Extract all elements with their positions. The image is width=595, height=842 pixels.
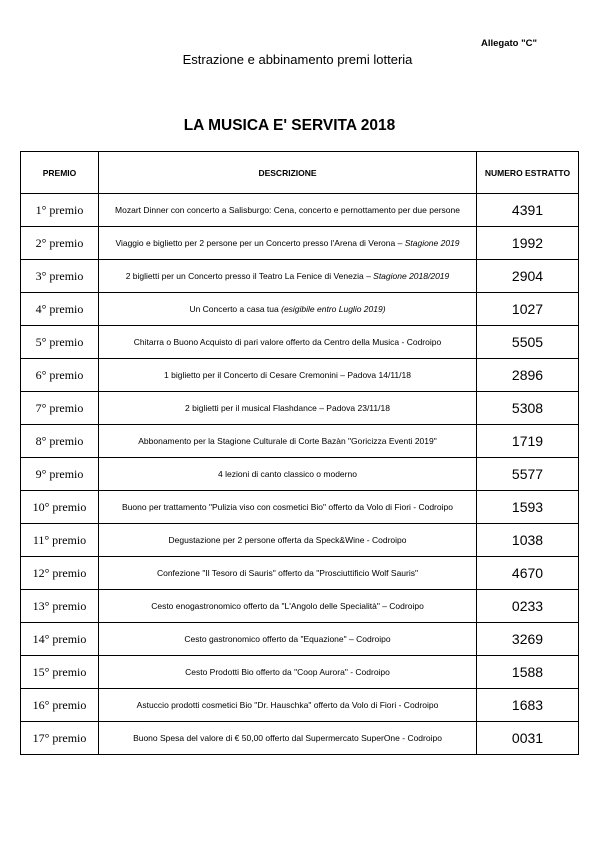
column-header-numero-estratto: NUMERO ESTRATTO <box>477 152 579 194</box>
drawn-number: 1038 <box>477 524 579 557</box>
drawn-number: 1683 <box>477 689 579 722</box>
prize-description-note: (esigibile entro Luglio 2019) <box>281 303 386 314</box>
prize-description-text: 2 biglietti per un Concerto presso il Teatro La Fenice di Venezia – <box>125 270 374 281</box>
drawn-number: 1992 <box>477 227 579 260</box>
prize-description-text: Chitarra o Buono Acquisto di pari valore offerto da Centro della Musica - Codroipo <box>133 336 442 347</box>
table-row <box>21 227 579 260</box>
table-row <box>21 557 579 590</box>
drawn-number: 3269 <box>477 623 579 656</box>
prize-description-text: Cesto gastronomico offerto da "Equazione" – Codroipo <box>184 633 391 644</box>
prize-rank: 16° premio <box>21 689 99 722</box>
prize-description <box>99 425 477 458</box>
prize-description <box>99 722 477 755</box>
prize-rank: 2° premio <box>21 227 99 260</box>
prize-description <box>99 656 477 689</box>
prize-rank: 7° premio <box>21 392 99 425</box>
prize-description <box>99 227 477 260</box>
drawn-number: 5308 <box>477 392 579 425</box>
table-row <box>21 458 579 491</box>
document-title: LA MUSICA E' SERVITA 2018 <box>183 117 396 134</box>
column-header-descrizione: DESCRIZIONE <box>99 152 477 194</box>
prize-description-note: Stagione 2018/2019 <box>373 270 450 281</box>
prize-description <box>99 326 477 359</box>
prize-description-text: Astuccio prodotti cosmetici Bio "Dr. Hauschka" offerto da Volo di Fiori - Codroipo <box>136 699 439 710</box>
prize-description <box>99 590 477 623</box>
table-header-row <box>21 152 579 194</box>
prize-rank: 10° premio <box>21 491 99 524</box>
prize-rank: 6° premio <box>21 359 99 392</box>
prize-description <box>99 260 477 293</box>
table-row <box>21 392 579 425</box>
prize-description-text: Cesto enogastronomico offerto da "L'Angolo delle Specialità" – Codroipo <box>151 600 424 611</box>
drawn-number: 2904 <box>477 260 579 293</box>
table-row <box>21 524 579 557</box>
table-row <box>21 326 579 359</box>
prize-rank: 14° premio <box>21 623 99 656</box>
prize-rank: 13° premio <box>21 590 99 623</box>
document-subtitle: Estrazione e abbinamento premi lotteria <box>182 52 413 67</box>
prize-rank: 5° premio <box>21 326 99 359</box>
drawn-number: 1593 <box>477 491 579 524</box>
drawn-number: 5505 <box>477 326 579 359</box>
prize-description <box>99 623 477 656</box>
drawn-number: 1588 <box>477 656 579 689</box>
table-row <box>21 260 579 293</box>
column-header-premio: PREMIO <box>21 152 99 194</box>
prize-description-text: 1 biglietto per il Concerto di Cesare Cremonini – Padova 14/11/18 <box>164 369 411 380</box>
prize-rank: 11° premio <box>21 524 99 557</box>
prize-rank: 17° premio <box>21 722 99 755</box>
prize-rank: 1° premio <box>21 194 99 227</box>
prize-description-text: Mozart Dinner con concerto a Salisburgo: Cena, concerto e pernottamento per due persone <box>115 204 460 215</box>
prize-rank: 8° premio <box>21 425 99 458</box>
drawn-number: 0031 <box>477 722 579 755</box>
prize-description-text: 4 lezioni di canto classico o moderno <box>218 468 357 479</box>
prize-rank: 3° premio <box>21 260 99 293</box>
prize-description-text: Degustazione per 2 persone offerta da Speck&Wine - Codroipo <box>168 534 407 545</box>
attachment-label: Allegato "C" <box>481 38 537 49</box>
prize-rank: 9° premio <box>21 458 99 491</box>
prize-table <box>20 151 579 755</box>
table-row <box>21 194 579 227</box>
prize-description <box>99 689 477 722</box>
prize-description-text: Un Concerto a casa tua <box>189 303 282 314</box>
drawn-number: 1719 <box>477 425 579 458</box>
prize-rank: 15° premio <box>21 656 99 689</box>
prize-table-body <box>21 194 579 755</box>
prize-description-text: Cesto Prodotti Bio offerto da "Coop Aurora" - Codroipo <box>185 666 390 677</box>
drawn-number: 2896 <box>477 359 579 392</box>
drawn-number: 4391 <box>477 194 579 227</box>
prize-description-text: Buono Spesa del valore di € 50,00 offerto dal Supermercato SuperOne - Codroipo <box>133 732 442 743</box>
table-row <box>21 425 579 458</box>
table-row <box>21 623 579 656</box>
prize-description-note: Stagione 2019 <box>404 237 460 248</box>
prize-description <box>99 458 477 491</box>
prize-description <box>99 491 477 524</box>
table-row <box>21 656 579 689</box>
prize-description-text: Viaggio e biglietto per 2 persone per un Concerto presso l'Arena di Verona – <box>115 237 405 248</box>
prize-description-text: Abbonamento per la Stagione Culturale di Corte Bazàn "Goricizza Eventi 2019" <box>138 435 437 446</box>
table-row <box>21 293 579 326</box>
table-row <box>21 359 579 392</box>
prize-rank: 4° premio <box>21 293 99 326</box>
prize-description <box>99 293 477 326</box>
prize-description <box>99 194 477 227</box>
table-row <box>21 689 579 722</box>
prize-description <box>99 392 477 425</box>
drawn-number: 1027 <box>477 293 579 326</box>
table-row <box>21 722 579 755</box>
prize-description <box>99 359 477 392</box>
drawn-number: 0233 <box>477 590 579 623</box>
prize-description <box>99 524 477 557</box>
prize-rank: 12° premio <box>21 557 99 590</box>
table-row <box>21 491 579 524</box>
prize-description <box>99 557 477 590</box>
drawn-number: 4670 <box>477 557 579 590</box>
drawn-number: 5577 <box>477 458 579 491</box>
prize-description-text: Buono per trattamento "Pulizia viso con cosmetici Bio" offerto da Volo di Fiori - Codroipo <box>122 501 453 512</box>
prize-description-text: Confezione "Il Tesoro di Sauris" offerto da "Prosciuttificio Wolf Sauris" <box>156 567 419 578</box>
prize-description-text: 2 biglietti per il musical Flashdance – Padova 23/11/18 <box>185 402 390 413</box>
table-row <box>21 590 579 623</box>
